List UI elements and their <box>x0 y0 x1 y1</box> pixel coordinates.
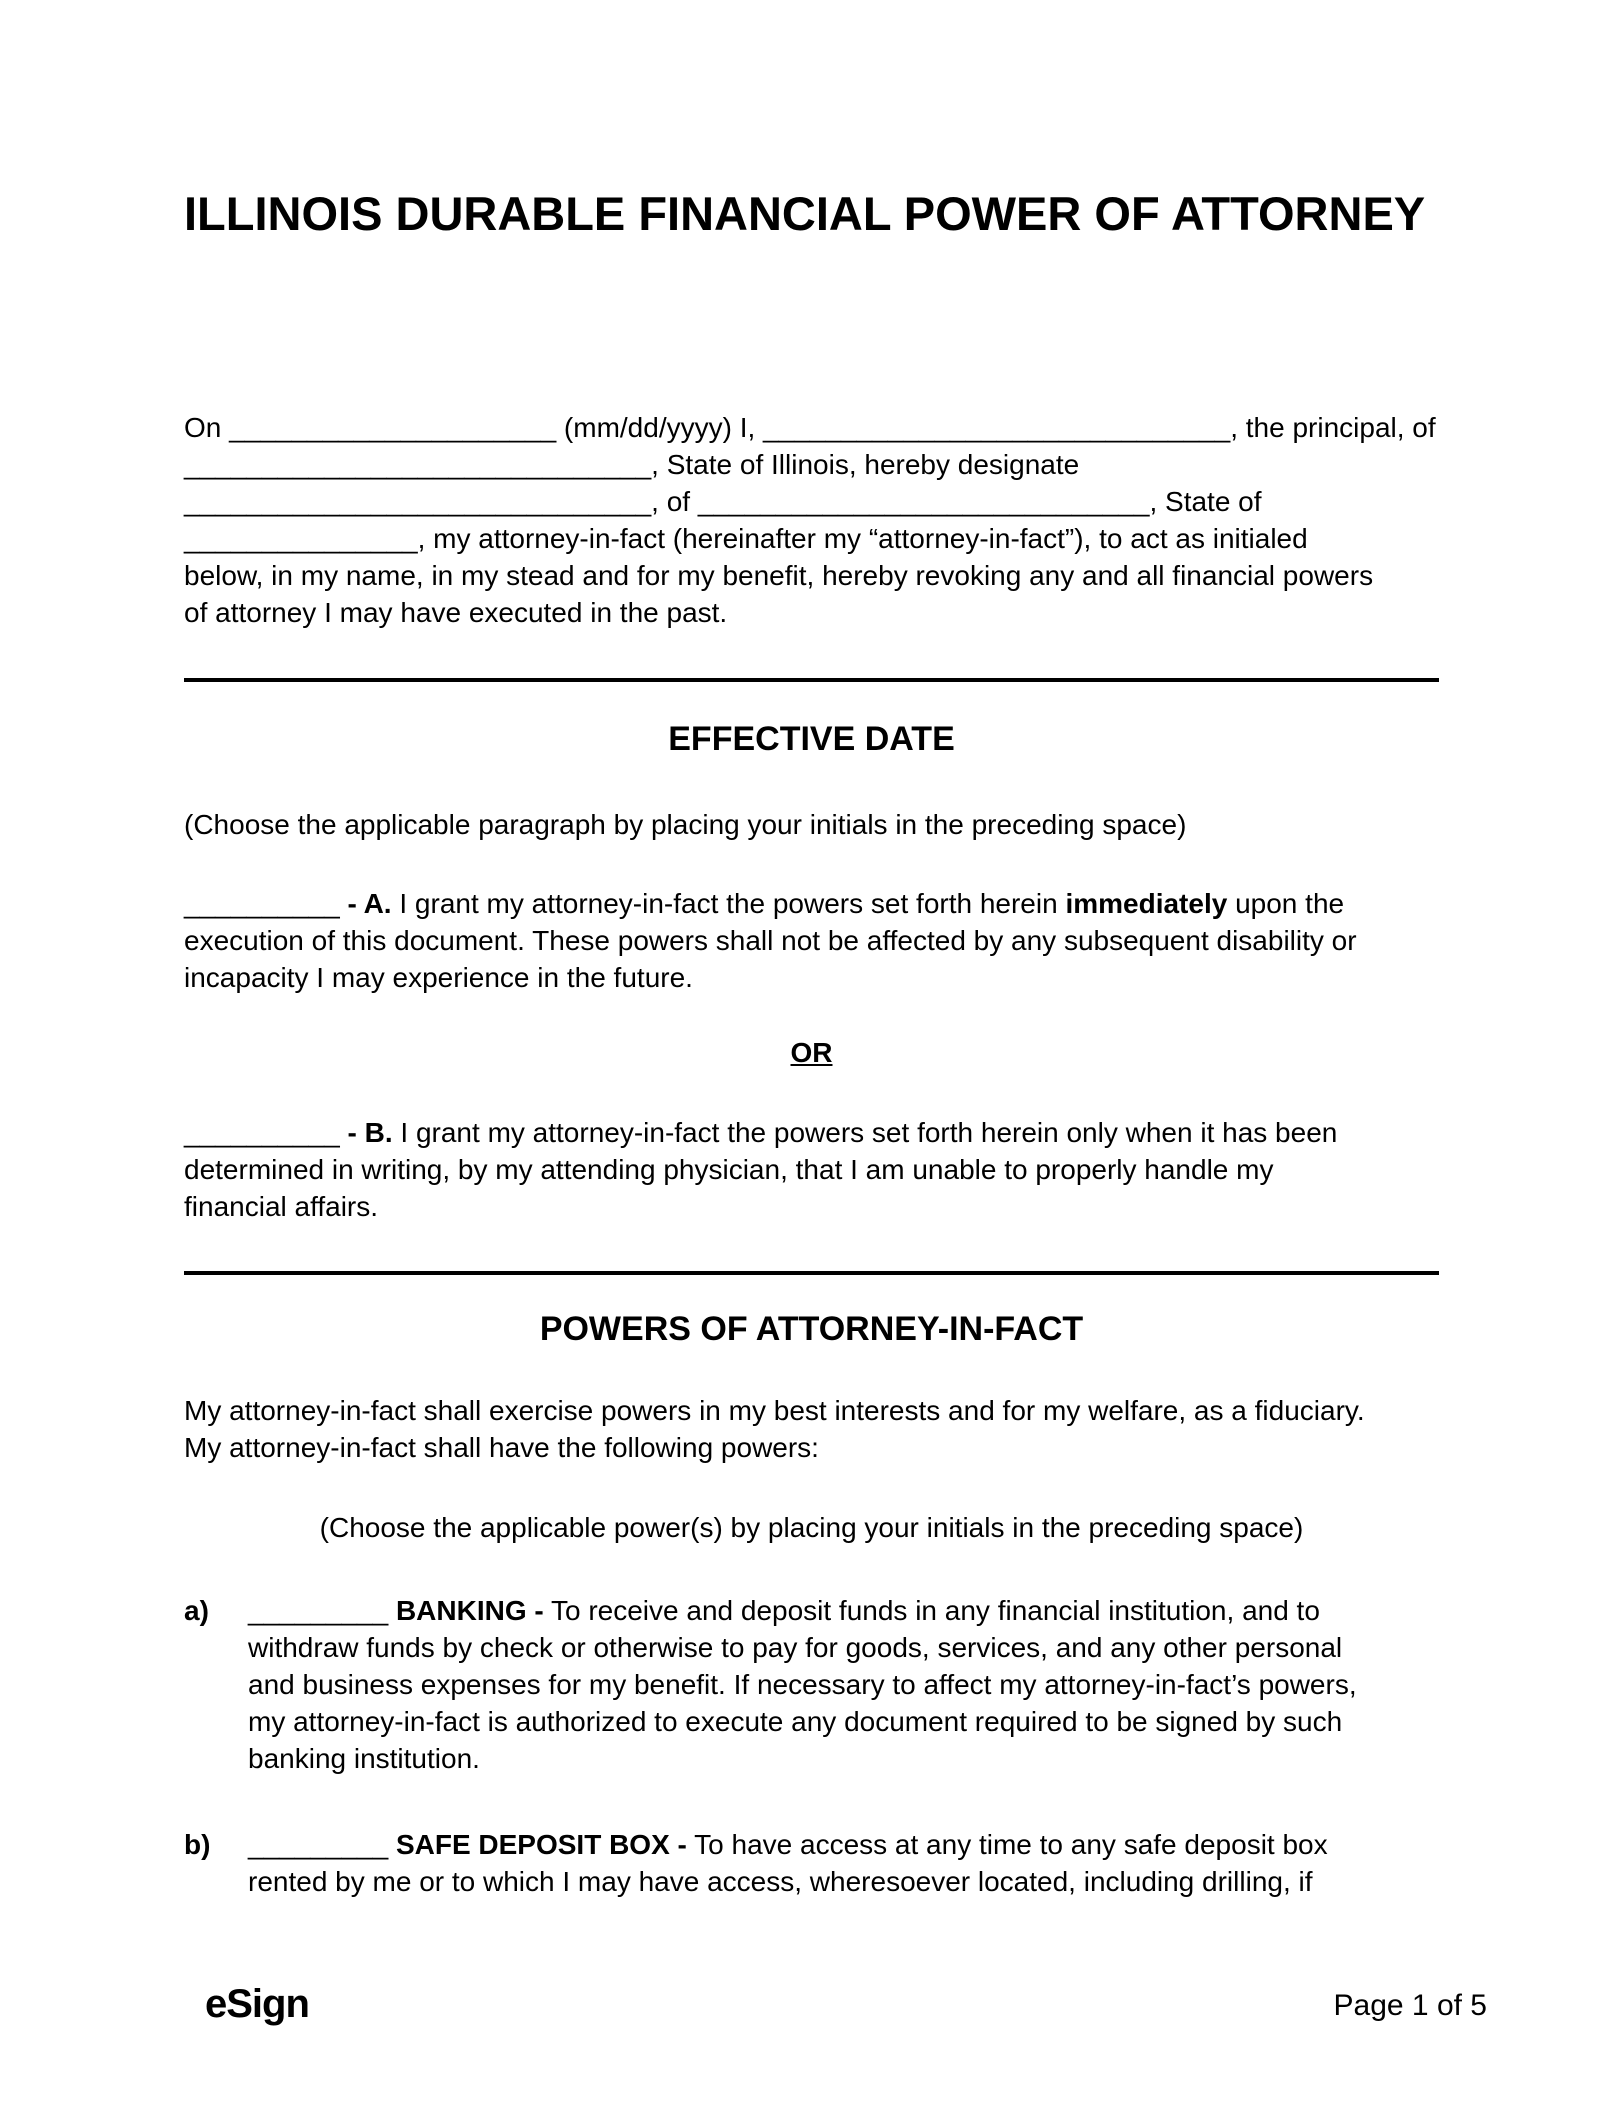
power-item-line: _________ SAFE DEPOSIT BOX - To have access at any time to any safe deposit box <box>248 1829 1328 1860</box>
item-body <box>248 1826 1328 1900</box>
power-item-line: withdraw funds by check or otherwise to pay for goods, services, and any other personal <box>248 1632 1343 1663</box>
item-label: b) <box>184 1829 211 1860</box>
item-label: a) <box>184 1595 209 1626</box>
intro-line: _______________, my attorney-in-fact (hereinafter my “attorney-in-fact”), to act as initialed <box>184 523 1308 554</box>
powers-heading: POWERS OF ATTORNEY-IN-FACT <box>539 1310 1084 1348</box>
effective-date-instruction: (Choose the applicable paragraph by placing your initials in the preceding space) <box>184 809 1187 840</box>
item-body <box>248 1592 1357 1777</box>
power-item-line: my attorney-in-fact is authorized to execute any document required to be signed by such <box>248 1706 1343 1737</box>
power-item-safe-deposit-box <box>184 1826 1624 1900</box>
effective-date-heading: EFFECTIVE DATE <box>668 720 955 758</box>
option-a-line: __________ - A. I grant my attorney-in-fact the powers set forth herein immediately upon the <box>184 888 1345 919</box>
powers-instruction: (Choose the applicable power(s) by placing your initials in the preceding space) <box>319 1512 1304 1543</box>
intro-paragraph <box>184 409 1624 631</box>
intro-line: ______________________________, State of Illinois, hereby designate <box>184 449 1080 480</box>
intro-line: below, in my name, in my stead and for my benefit, hereby revoking any and all financial powers <box>184 560 1374 591</box>
option-a-paragraph <box>184 885 1624 996</box>
power-item-line: _________ BANKING - To receive and deposit funds in any financial institution, and to <box>248 1595 1320 1626</box>
power-item-line: and business expenses for my benefit. If necessary to affect my attorney-in-fact’s powers, <box>248 1669 1357 1700</box>
page-number: Page 1 of 5 <box>1333 1989 1487 2022</box>
power-item-line: rented by me or to which I may have access, wheresoever located, including drilling, if <box>248 1866 1313 1897</box>
option-b-line: __________ - B. I grant my attorney-in-fact the powers set forth herein only when it has been <box>184 1117 1338 1148</box>
intro-line: ______________________________, of _____________________________, State of <box>184 486 1262 517</box>
intro-line: of attorney I may have executed in the past. <box>184 597 728 628</box>
esign-logo: eSign <box>205 1982 309 2026</box>
option-b-line: determined in writing, by my attending physician, that I am unable to properly handle my <box>184 1154 1274 1185</box>
section-divider <box>184 1271 1439 1275</box>
powers-intro-paragraph <box>184 1392 1624 1466</box>
option-b-line: financial affairs. <box>184 1191 379 1222</box>
option-a-line: incapacity I may experience in the future. <box>184 962 693 993</box>
power-item-line: banking institution. <box>248 1743 480 1774</box>
power-item-banking <box>184 1592 1624 1777</box>
section-divider <box>184 678 1439 682</box>
option-a-line: execution of this document. These powers shall not be affected by any subsequent disability or <box>184 925 1357 956</box>
powers-intro-line: My attorney-in-fact shall have the following powers: <box>184 1432 819 1463</box>
intro-line: On _____________________ (mm/dd/yyyy) I, ______________________________, the principal, of <box>184 412 1436 443</box>
document-title: ILLINOIS DURABLE FINANCIAL POWER OF ATTORNEY <box>184 187 1426 240</box>
powers-intro-line: My attorney-in-fact shall exercise powers in my best interests and for my welfare, as a fiduciary. <box>184 1395 1365 1426</box>
option-b-paragraph <box>184 1114 1624 1225</box>
or-separator: OR <box>790 1037 833 1068</box>
